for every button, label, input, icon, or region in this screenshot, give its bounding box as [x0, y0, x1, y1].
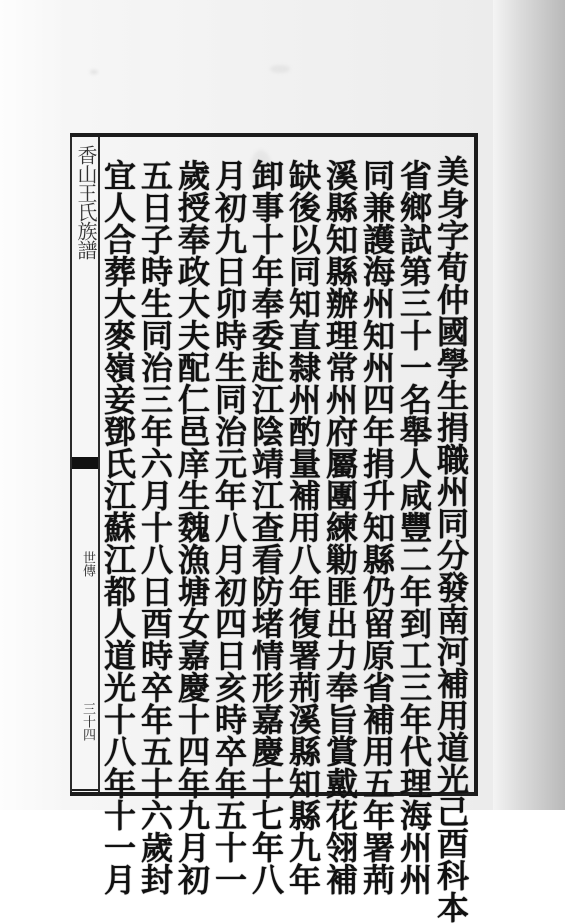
text-column: 五日子時生同治三年六月十八日酉時卒年五十六歲封	[136, 159, 174, 895]
page-stain	[90, 70, 98, 74]
page-edge-shadow	[493, 0, 565, 810]
text-column: 美身字荀仲國學生捐職州同分發南河補用道光己酉科本	[432, 155, 470, 923]
fish-tail-mark	[72, 457, 98, 469]
book-title: 香山王氏族譜	[74, 145, 98, 259]
text-column: 歲授奉政大夫配仁邑庠生魏漁塘女嘉慶十四年九月初	[173, 159, 211, 895]
page-number: 三十四	[80, 702, 95, 741]
fold-column-bottom-rule	[72, 789, 98, 791]
page-stain	[270, 65, 290, 73]
text-column: 月初九日卯時生同治元年八月初四日亥時卒年五十一	[210, 159, 248, 895]
section-name: 世傳	[80, 551, 95, 577]
text-column: 省鄉試第三十一名舉人咸豐二年到工三年代理海州州	[395, 159, 433, 895]
text-column: 同兼護海州知州四年捐升知縣仍留原省補用五年署荊	[358, 159, 396, 895]
section-label	[76, 525, 96, 577]
text-column: 溪縣知縣辦理常州府屬團練勦匪出力奉旨賞戴花翎補	[321, 159, 359, 895]
fold-column	[70, 137, 100, 792]
frame-right-border	[474, 133, 478, 796]
text-column: 宜人合葬大麥嶺妾鄧氏江蘇江都人道光十八年十一月	[99, 159, 137, 895]
text-column: 缺後以同知直隸州酌量補用八年復署荊溪縣知縣九年	[284, 159, 322, 895]
text-column: 卸事十年奉委赴江陰靖江查看防堵情形嘉慶十七年八	[247, 159, 285, 895]
main-text	[99, 137, 471, 923]
